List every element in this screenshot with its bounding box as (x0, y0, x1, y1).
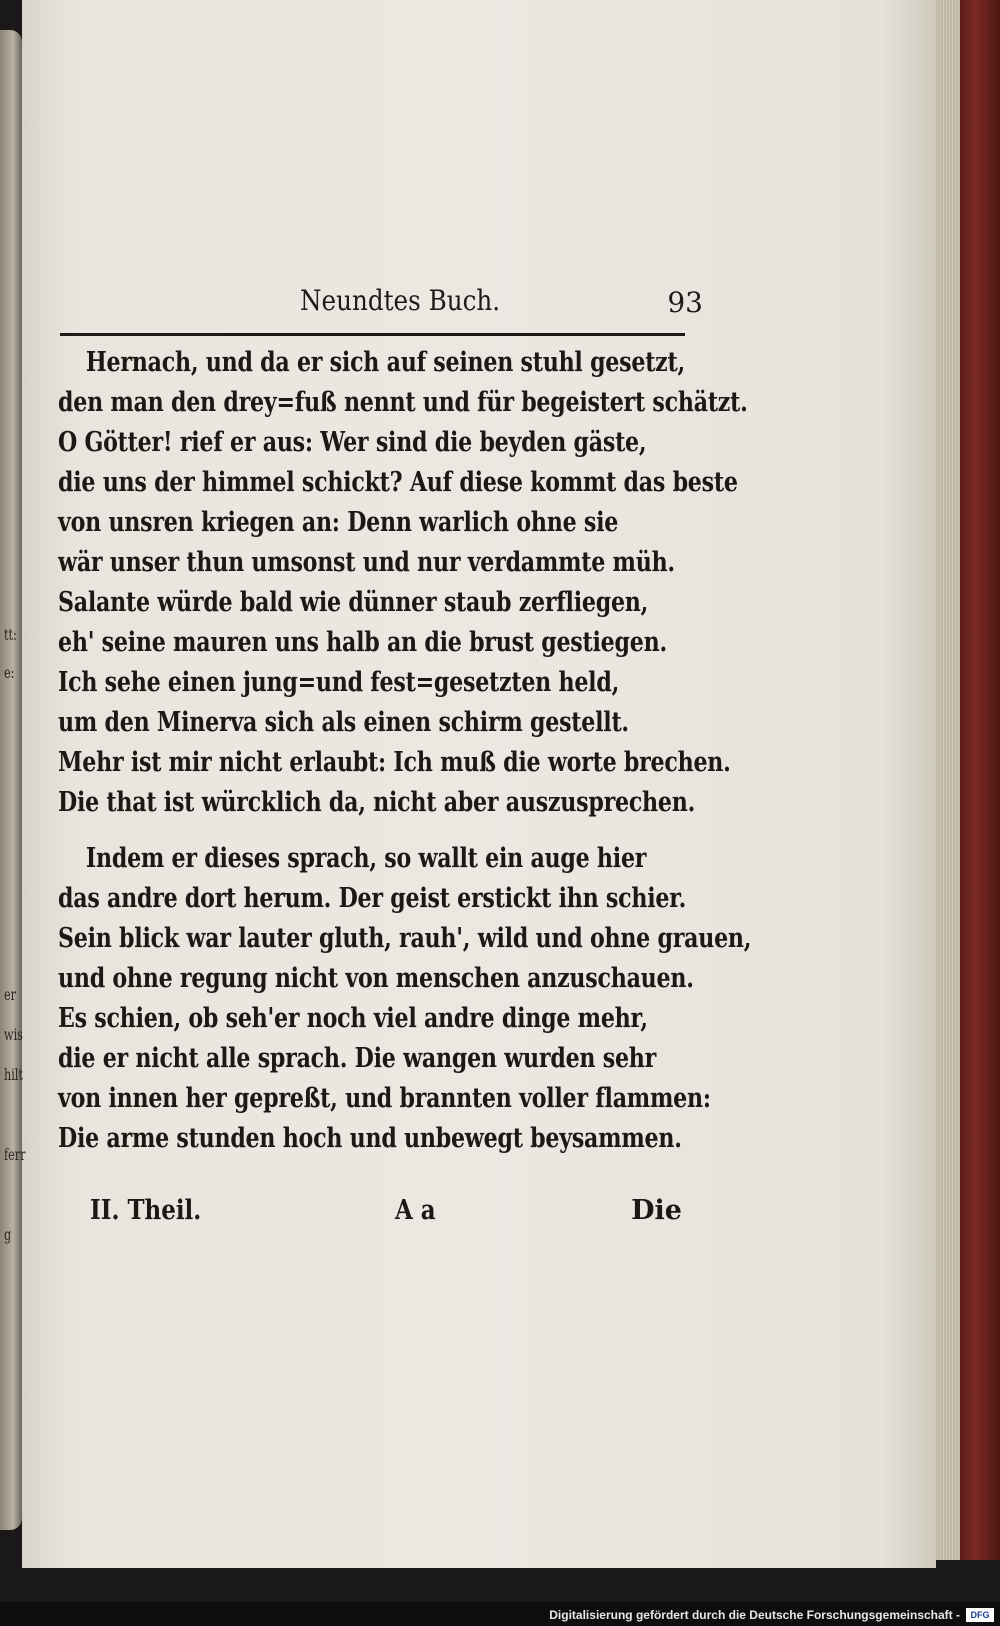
poem-line: Salante würde bald wie dünner staub zerfliegen, (58, 587, 649, 618)
poem-line: Es schien, ob seh'er noch viel andre dinge mehr, (58, 1003, 648, 1034)
page-footer (60, 1195, 690, 1239)
poem-line: Mehr ist mir nicht erlaubt: Ich muß die worte brechen. (58, 747, 731, 778)
left-fragment: tt: (4, 625, 17, 644)
left-fragment: er (4, 985, 16, 1004)
poem-line: Die that ist würcklich da, nicht aber auszusprechen. (58, 787, 696, 818)
poem-line: O Götter! rief er aus: Wer sind die beyden gäste, (58, 427, 647, 458)
page-number: 93 (667, 286, 703, 319)
header-rule (60, 333, 685, 336)
poem-line: Sein blick war lauter gluth, rauh', wild und ohne grauen, (58, 923, 752, 954)
part-label: II. Theil. (90, 1195, 202, 1226)
poem-line: um den Minerva sich als einen schirm gestellt. (58, 707, 629, 738)
left-fragment: ferr (4, 1145, 26, 1164)
left-fragment: g (4, 1225, 12, 1244)
running-head: Neundtes Buch. (300, 284, 501, 317)
credit-bar (0, 1602, 1000, 1626)
dfg-logo: DFG (966, 1608, 994, 1622)
poem-line: von unsren kriegen an: Denn warlich ohne sie (58, 507, 619, 538)
poem-line: Die arme stunden hoch und unbewegt beysammen. (58, 1123, 682, 1154)
poem-line: von innen her gepreßt, und brannten voller flammen: (58, 1083, 711, 1114)
poem-line: Indem er dieses sprach, so wallt ein auge hier (85, 843, 647, 874)
poem-line: Ich sehe einen jung=und fest=gesetzten held, (58, 667, 620, 698)
left-fragment: wis (4, 1025, 23, 1044)
left-page-fragments (0, 0, 30, 1626)
poem-line: eh' seine mauren uns halb an die brust gestiegen. (58, 627, 667, 658)
poem-line: wär unser thun umsonst und nur verdammte müh. (58, 547, 675, 578)
left-fragment: hilt (4, 1065, 23, 1084)
stanza-gap (58, 823, 688, 839)
poem-line: den man den drey=fuß nennt und für begeistert schätzt. (58, 387, 748, 418)
book-cover-edge (960, 0, 1000, 1560)
poem-line: die uns der himmel schickt? Auf diese kommt das beste (58, 467, 738, 498)
poem-text (58, 343, 752, 1159)
left-fragment: e: (4, 663, 15, 682)
catchword: Die (631, 1195, 682, 1226)
poem-line: das andre dort herum. Der geist erstickt ihn schier. (58, 883, 687, 914)
funding-credit: Digitalisierung gefördert durch die Deutsche Forschungsgemeinschaft - (549, 1608, 960, 1622)
bleed-through-text (702, 340, 932, 1120)
page-stack-edge (936, 0, 960, 1560)
poem-line: Hernach, und da er sich auf seinen stuhl gesetzt, (85, 347, 685, 378)
page-header (82, 282, 707, 326)
poem-line: die er nicht alle sprach. Die wangen wurden sehr (58, 1043, 657, 1074)
poem-line: und ohne regung nicht von menschen anzuschauen. (58, 963, 694, 994)
signature-mark: A a (395, 1195, 436, 1226)
